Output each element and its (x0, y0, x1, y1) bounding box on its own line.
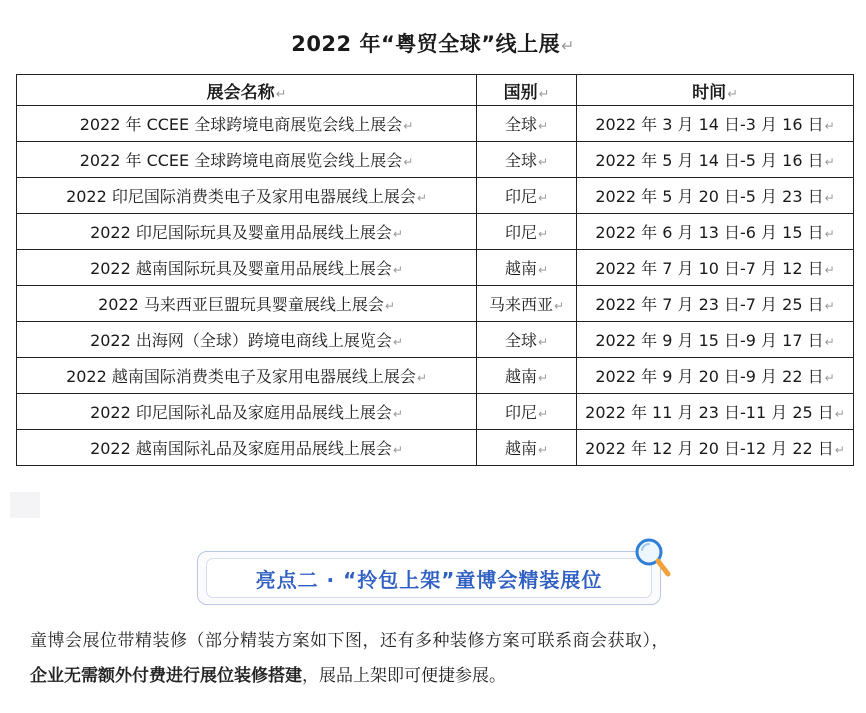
table-row (17, 322, 854, 358)
cell-time: 2022 年 11 月 23 日-11 月 25 日↵ (577, 394, 854, 430)
cell-country: 印尼↵ (477, 178, 577, 214)
document-title (0, 28, 866, 58)
cell-time: 2022 年 12 月 20 日-12 月 22 日↵ (577, 430, 854, 466)
table-row (17, 286, 854, 322)
cell-time: 2022 年 7 月 10 日-7 月 12 日↵ (577, 250, 854, 286)
table-body (17, 106, 854, 466)
cell-exhibition-name: 2022 印尼国际消费类电子及家用电器展线上展会↵ (17, 178, 477, 214)
table-row (17, 178, 854, 214)
cell-exhibition-name: 2022 年 CCEE 全球跨境电商展览会线上展会↵ (17, 142, 477, 178)
paragraph-line-1: 童博会展位带精装修（部分精装方案如下图，还有多种装修方案可联系商会获取）， (30, 631, 669, 651)
cell-exhibition-name: 2022 越南国际礼品及家庭用品展线上展会↵ (17, 430, 477, 466)
table-row (17, 106, 854, 142)
table-row (17, 358, 854, 394)
decorative-block (10, 492, 40, 518)
cell-exhibition-name: 2022 印尼国际玩具及婴童用品展线上展会↵ (17, 214, 477, 250)
table-header-row (17, 75, 854, 106)
cell-exhibition-name: 2022 年 CCEE 全球跨境电商展览会线上展会↵ (17, 106, 477, 142)
cell-country: 越南↵ (477, 250, 577, 286)
cell-country: 越南↵ (477, 358, 577, 394)
header-exhibition-name: 展会名称↵ (17, 75, 477, 106)
header-time: 时间↵ (577, 75, 854, 106)
cell-time: 2022 年 9 月 15 日-9 月 17 日↵ (577, 322, 854, 358)
cell-country: 印尼↵ (477, 394, 577, 430)
cell-exhibition-name: 2022 马来西亚巨盟玩具婴童展线上展会↵ (17, 286, 477, 322)
table-row (17, 430, 854, 466)
header-country: 国别↵ (477, 75, 577, 106)
cell-time: 2022 年 6 月 13 日-6 月 15 日↵ (577, 214, 854, 250)
paragraph-line-2 (30, 661, 850, 686)
paragraph-bold-text: 企业无需额外付费进行展位装修搭建 (30, 666, 302, 686)
cell-country: 全球↵ (477, 142, 577, 178)
banner-text: 亮点二 · “拎包上架”童博会精装展位 (206, 558, 652, 598)
table-row (17, 214, 854, 250)
exhibition-table (16, 74, 854, 466)
magnifier-icon (633, 536, 673, 580)
cell-exhibition-name: 2022 越南国际消费类电子及家用电器展线上展会↵ (17, 358, 477, 394)
document-title-text: 2022 年“粤贸全球”线上展 (291, 32, 561, 56)
cell-exhibition-name: 2022 越南国际玩具及婴童用品展线上展会↵ (17, 250, 477, 286)
cell-exhibition-name: 2022 出海网（全球）跨境电商线上展览会↵ (17, 322, 477, 358)
cell-country: 越南↵ (477, 430, 577, 466)
table-row (17, 250, 854, 286)
cell-time: 2022 年 7 月 23 日-7 月 25 日↵ (577, 286, 854, 322)
cell-time: 2022 年 9 月 20 日-9 月 22 日↵ (577, 358, 854, 394)
table-row (17, 394, 854, 430)
highlight-banner (197, 551, 661, 605)
paragraph-rest-text: ，展品上架即可便捷参展。 (302, 666, 506, 686)
cell-country: 全球↵ (477, 106, 577, 142)
cell-country: 全球↵ (477, 322, 577, 358)
cell-country: 印尼↵ (477, 214, 577, 250)
table-row (17, 142, 854, 178)
cell-time: 2022 年 5 月 14 日-5 月 16 日↵ (577, 142, 854, 178)
cell-exhibition-name: 2022 印尼国际礼品及家庭用品展线上展会↵ (17, 394, 477, 430)
return-mark: ↵ (561, 36, 575, 55)
cell-time: 2022 年 5 月 20 日-5 月 23 日↵ (577, 178, 854, 214)
cell-country: 马来西亚↵ (477, 286, 577, 322)
cell-time: 2022 年 3 月 14 日-3 月 16 日↵ (577, 106, 854, 142)
